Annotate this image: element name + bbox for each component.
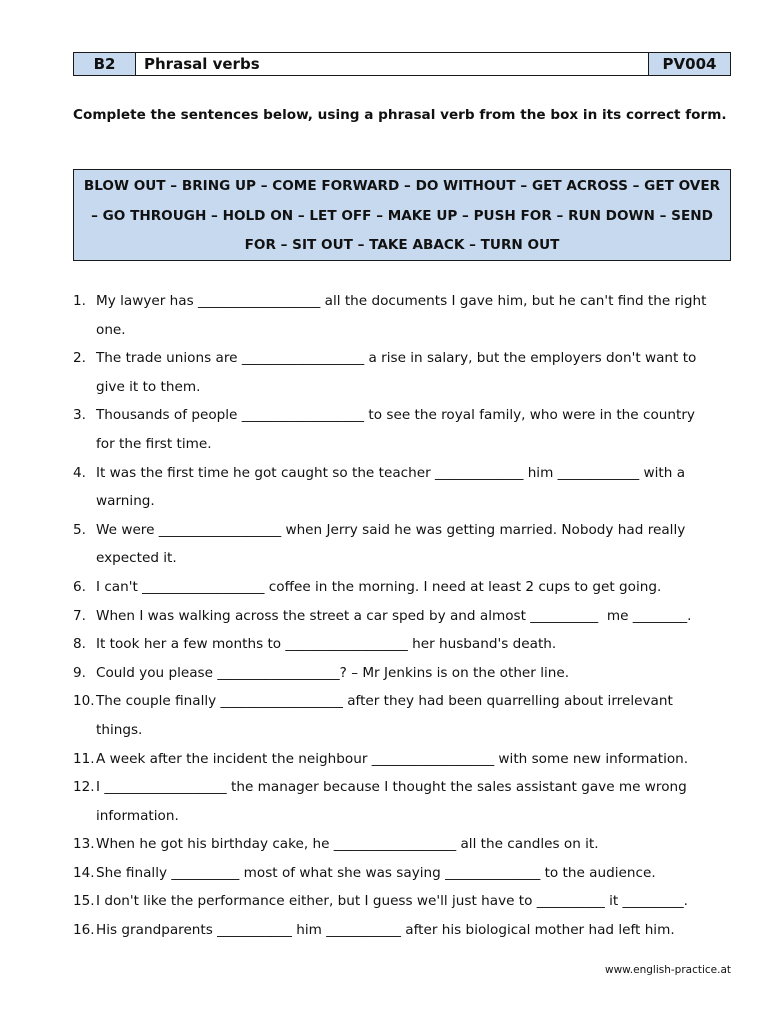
exercise-line: It was the first time he got caught so the teacher _____________ him ____________ with a: [96, 464, 686, 481]
exercise-line: Could you please __________________? – Mr Jenkins is on the other line.: [96, 664, 570, 681]
exercise-line: for the first time.: [96, 435, 212, 452]
exercise-number: 16.: [73, 922, 95, 939]
exercise-number: 15.: [73, 893, 95, 910]
exercise-number: 7.: [73, 607, 86, 624]
exercise-number: 5.: [73, 521, 86, 538]
phrasal-verb-box: [73, 169, 731, 261]
exercise-item: [73, 344, 731, 401]
exercise-line: things.: [96, 721, 143, 738]
word-box-line: FOR – SIT OUT – TAKE ABACK – TURN OUT: [244, 237, 560, 253]
exercise-number: 1.: [73, 293, 86, 309]
exercise-number: 8.: [73, 636, 86, 653]
exercise-item: [73, 602, 731, 631]
exercise-line: I can't __________________ coffee in the morning. I need at least 2 cups to get going.: [96, 578, 662, 595]
exercise-line: When he got his birthday cake, he __________________ all the candles on it.: [96, 836, 599, 853]
exercise-line: I don't like the performance either, but I guess we'll just have to __________ it _________.: [96, 893, 688, 910]
exercise-line: expected it.: [96, 550, 177, 567]
footer-url: www.english-practice.at: [604, 964, 731, 976]
exercise-item: [73, 916, 731, 945]
exercise-line: warning.: [96, 493, 155, 510]
exercise-item: [73, 745, 731, 774]
exercise-item: [73, 687, 731, 744]
exercise-number: 12.: [73, 779, 95, 796]
exercise-item: [73, 573, 731, 602]
exercise-number: 6.: [73, 578, 86, 595]
exercise-item: [73, 830, 731, 859]
exercise-item: [73, 516, 731, 573]
exercise-line: My lawyer has __________________ all the documents I gave him, but he can't find the right: [96, 293, 707, 309]
exercise-item: [73, 659, 731, 688]
exercise-item: [73, 630, 731, 659]
worksheet-code: PV004: [649, 53, 730, 75]
exercise-item: [73, 859, 731, 888]
exercise-item: [73, 773, 731, 830]
exercise-number: 4.: [73, 464, 86, 481]
exercise-number: 2.: [73, 350, 86, 367]
header-table: [73, 52, 731, 76]
exercise-number: 13.: [73, 836, 95, 853]
exercise-list: [73, 287, 731, 945]
worksheet-title: Phrasal verbs: [136, 53, 649, 75]
exercise-number: 10.: [73, 693, 95, 710]
exercise-line: A week after the incident the neighbour __________________ with some new information.: [96, 750, 689, 767]
level-cell: B2: [74, 53, 136, 75]
exercise-line: The couple finally __________________ after they had been quarrelling about irrelevant: [96, 693, 673, 710]
exercise-line: We were __________________ when Jerry said he was getting married. Nobody had really: [96, 521, 686, 538]
exercise-number: 14.: [73, 864, 95, 881]
instruction-text: Complete the sentences below, using a phrasal verb from the box in its correct form.: [73, 107, 727, 123]
exercise-line: The trade unions are __________________ a rise in salary, but the employers don't want to: [96, 350, 697, 367]
exercise-item: [73, 401, 731, 458]
exercise-line: one.: [96, 321, 126, 338]
exercise-item: [73, 459, 731, 516]
word-box-line: – GO THROUGH – HOLD ON – LET OFF – MAKE UP – PUSH FOR – RUN DOWN – SEND: [91, 207, 713, 224]
exercise-number: 9.: [73, 664, 86, 681]
exercise-line: Thousands of people __________________ to see the royal family, who were in the country: [96, 407, 695, 424]
word-box-line: BLOW OUT – BRING UP – COME FORWARD – DO WITHOUT – GET ACROSS – GET OVER: [83, 178, 721, 194]
exercise-line: His grandparents ___________ him ___________ after his biological mother had left him.: [96, 922, 675, 939]
exercise-item: [73, 287, 731, 344]
exercise-line: She finally __________ most of what she was saying ______________ to the audience.: [96, 864, 656, 881]
exercise-number: 3.: [73, 407, 86, 424]
exercise-line: I __________________ the manager because I thought the sales assistant gave me wrong: [96, 779, 687, 796]
exercise-line: When I was walking across the street a car sped by and almost __________ me ________.: [96, 607, 692, 624]
exercise-line: give it to them.: [96, 378, 201, 395]
exercise-line: It took her a few months to __________________ her husband's death.: [96, 636, 557, 653]
exercise-number: 11.: [73, 750, 95, 767]
exercise-item: [73, 887, 731, 916]
exercise-line: information.: [96, 807, 179, 824]
